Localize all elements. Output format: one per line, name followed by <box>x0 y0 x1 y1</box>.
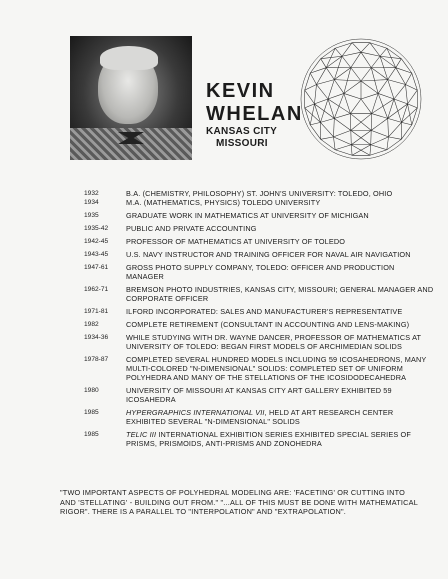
polyhedron-edge <box>361 68 371 81</box>
portrait-photo <box>70 36 192 160</box>
state-name: MISSOURI <box>216 138 268 149</box>
polyhedron-edge <box>351 145 370 156</box>
polyhedron-edge <box>351 52 361 67</box>
polyhedron-edge <box>305 104 315 108</box>
polyhedron-edge <box>310 104 314 125</box>
polyhedron-edge <box>389 137 402 139</box>
entry-text: B.A. (CHEMISTRY, PHILOSOPHY) ST. JOHN'S UNIVERSITY: TOLEDO, OHIO <box>126 189 393 198</box>
polyhedron-edge <box>310 125 320 139</box>
entry-year: 1985 <box>84 431 99 438</box>
list-item <box>84 263 434 281</box>
list-item <box>84 285 434 303</box>
polyhedron-edge <box>387 137 389 150</box>
polyhedron-edge <box>321 137 334 139</box>
polyhedron-edge <box>388 118 402 122</box>
list-item <box>84 333 434 351</box>
polyhedron-edge <box>351 68 361 81</box>
entry-text: PUBLIC AND PRIVATE ACCOUNTING <box>126 224 257 233</box>
city-name: KANSAS CITY <box>206 126 278 137</box>
biography-list <box>84 189 434 448</box>
entry-description <box>126 189 434 198</box>
polyhedron-edge <box>333 137 335 150</box>
polyhedron-edge <box>388 68 396 80</box>
entry-text: UNIVERSITY OF MISSOURI AT KANSAS CITY ART GALLERY EXHIBITED 59 ICOSAHEDRA <box>126 386 392 404</box>
entry-description <box>126 307 434 316</box>
polyhedron-edge <box>371 130 388 136</box>
entry-description <box>126 285 434 303</box>
polyhedron-edge <box>334 114 350 119</box>
polyhedron-edge <box>408 104 412 125</box>
polyhedron-edge <box>361 99 372 114</box>
polyhedron-edge <box>316 85 328 99</box>
list-item <box>84 320 434 329</box>
polyhedron-edge <box>334 118 351 130</box>
entry-description <box>126 198 434 207</box>
quote-text: "TWO IMPORTANT ASPECTS OF POLYHEDRAL MODELING ARE: 'FACETING' OR CUTTING INTO AND 'STELLATING' - BUILDING OUT FROM." "...ALL OF THIS MUST BE DONE WITH MATHEMATICAL RIGOR". THERE IS A PARALLEL TO "INTERPOLATION" AND "EXTRAPOLATION". <box>60 488 418 516</box>
polyhedron-edge <box>406 73 412 84</box>
entry-description <box>126 237 434 246</box>
entry-description <box>126 224 434 233</box>
polyhedron-edge <box>342 56 351 67</box>
polyhedron-edge <box>371 56 380 67</box>
polyhedron-edge <box>335 48 342 56</box>
polyhedron-edge <box>351 145 352 156</box>
entry-year: 1947-61 <box>84 264 109 271</box>
polyhedron-edge <box>394 85 406 99</box>
first-name: KEVIN <box>206 80 275 102</box>
entry-description <box>126 386 434 404</box>
list-item <box>84 386 434 404</box>
polyhedron-edge <box>361 43 370 53</box>
polyhedron-edge <box>350 99 361 114</box>
polyhedron-edge <box>334 80 344 94</box>
polyhedron-edge <box>372 114 388 119</box>
entry-title-italic: HYPERGRAPHICS INTERNATIONAL VII <box>126 408 265 417</box>
list-item <box>84 355 434 382</box>
list-item <box>84 250 434 259</box>
polyhedron-edge <box>378 93 394 99</box>
entry-year: 1962-71 <box>84 286 109 293</box>
entry-year: 1934 <box>84 199 99 206</box>
polyhedron-edge <box>371 145 387 150</box>
entry-year: 1985 <box>84 409 99 416</box>
entry-year: 1982 <box>84 321 99 328</box>
entry-description <box>126 250 434 259</box>
entry-text: M.A. (MATHEMATICS, PHYSICS) TOLEDO UNIVERSITY <box>126 198 321 207</box>
list-item <box>84 189 434 198</box>
polyhedron-edge <box>388 118 389 136</box>
entry-year: 1935 <box>84 212 99 219</box>
entry-description <box>126 211 434 220</box>
polyhedron-edge <box>352 145 371 156</box>
entry-text: GROSS PHOTO SUPPLY COMPANY, TOLEDO: OFFICER AND PRODUCTION MANAGER <box>126 263 395 281</box>
list-item <box>84 307 434 316</box>
polyhedron-edge <box>371 118 388 130</box>
polyhedron-edge <box>378 80 388 94</box>
polyhedron-edge <box>328 93 344 99</box>
entry-year: 1971-81 <box>84 308 109 315</box>
polyhedron-edge <box>333 137 351 145</box>
entry-text: , HELD AT ART RESEARCH CENTER EXHIBITED SEVERAL "N-DIMENSIONAL" SOLIDS <box>126 408 394 426</box>
entry-text: COMPLETED SEVERAL HUNDRED MODELS INCLUDING 59 ICOSAHEDRONS, MANY MULTI-COLORED "N-DIMENSIONAL" SOLIDS: COMPLETED SET OF UNIFORM POLYHEDRA AND MANY OF THE STELLATIONS OF THE ICOSIDODECAHEDRA <box>126 355 427 382</box>
polyhedron-edge <box>380 48 387 56</box>
polyhedron-edge <box>388 80 394 99</box>
entry-text: PROFESSOR OF MATHEMATICS AT UNIVERSITY OF TOLEDO <box>126 237 346 246</box>
polyhedron-edge <box>389 122 402 136</box>
polyhedron-edge <box>370 145 371 156</box>
polyhedron-edge <box>408 90 418 104</box>
polyhedron-edge <box>351 130 371 144</box>
entry-text: ILFORD INCORPORATED: SALES AND MANUFACTURER'S REPRESENTATIVE <box>126 307 403 316</box>
list-item <box>84 430 434 448</box>
entry-year: 1978-87 <box>84 356 109 363</box>
polyhedron-edge <box>361 93 378 99</box>
polyhedron-edge <box>352 43 361 53</box>
polyhedron-edge <box>361 52 371 67</box>
polyhedron-edge <box>310 59 320 73</box>
polyhedron-edge <box>351 130 371 144</box>
polyhedron-edge <box>335 145 351 150</box>
list-item <box>84 408 434 426</box>
polyhedron-edge <box>328 80 334 99</box>
entry-text: BREMSON PHOTO INDUSTRIES, KANSAS CITY, MISSOURI; GENERAL MANAGER AND CORPORATE OFFICER <box>126 285 434 303</box>
polyhedron-illustration <box>296 34 426 164</box>
entry-year: 1932 <box>84 190 99 197</box>
entry-title-italic: TELIC III <box>126 430 157 439</box>
polyhedron-edge <box>310 73 316 84</box>
polyhedron-edge <box>388 99 394 118</box>
polyhedron-edge <box>314 104 334 119</box>
entry-text: U.S. NAVY INSTRUCTOR AND TRAINING OFFICER FOR NAVAL AIR NAVIGATION <box>126 250 411 259</box>
polyhedron-edge <box>333 130 350 136</box>
list-item <box>84 198 434 207</box>
entry-description <box>126 430 434 448</box>
polyhedron-edge <box>328 99 350 114</box>
polyhedron-edge <box>406 85 408 104</box>
polyhedron-edge <box>401 59 411 73</box>
polyhedron-edge <box>320 122 333 136</box>
polyhedron-edge <box>371 137 389 145</box>
entry-year: 1935-42 <box>84 225 109 232</box>
entry-description <box>126 320 434 329</box>
polyhedron-edge <box>321 59 327 68</box>
entry-description <box>126 408 434 426</box>
polyhedron-edge <box>387 139 401 149</box>
list-item <box>84 237 434 246</box>
polyhedron-edge <box>396 59 402 68</box>
entry-text: INTERNATIONAL EXHIBITION SERIES EXHIBITED SPECIAL SERIES OF PRISMS, PRISMOIDS, ANTI-PRISMS AND ZONOHEDRA <box>126 430 411 448</box>
polyhedron-edge <box>310 122 320 124</box>
entry-text: COMPLETE RETIREMENT (CONSULTANT IN ACCOUNTING AND LENS-MAKING) <box>126 320 410 329</box>
polyhedron-edge <box>344 93 361 99</box>
entry-year: 1934-36 <box>84 334 109 341</box>
polyhedron-edge <box>333 118 334 136</box>
polyhedron-edge <box>328 99 334 118</box>
entry-description <box>126 263 434 281</box>
last-name: WHELAN <box>206 103 303 125</box>
polyhedron-edge <box>401 125 411 139</box>
polyhedron-edge <box>402 122 412 124</box>
list-item <box>84 211 434 220</box>
polyhedron-edge <box>321 139 335 149</box>
list-item <box>84 224 434 233</box>
polyhedron-edge <box>394 99 408 104</box>
polyhedron-edge <box>314 85 316 104</box>
polyhedron-edge <box>394 99 402 122</box>
entry-description <box>126 333 434 351</box>
polyhedron-edge <box>314 99 328 104</box>
polyhedron-edge <box>378 93 388 118</box>
entry-year: 1942-45 <box>84 238 109 245</box>
entry-year: 1943-45 <box>84 251 109 258</box>
entry-year: 1980 <box>84 387 99 394</box>
polyhedron-edge <box>320 118 334 122</box>
polyhedron-edge <box>305 90 315 104</box>
polyhedron-edge <box>326 68 334 80</box>
polyhedron-edge <box>344 93 351 113</box>
entry-text: GRADUATE WORK IN MATHEMATICS AT UNIVERSITY OF MICHIGAN <box>126 211 369 220</box>
polyhedron-edge <box>408 104 418 108</box>
polyhedron-edge <box>372 93 379 113</box>
entry-text: WHILE STUDYING WITH DR. WAYNE DANCER, PROFESSOR OF MATHEMATICS AT UNIVERSITY OF TOLEDO: BEGAN FIRST MODELS OF ARCHIMEDIAN SOLIDS <box>126 333 422 351</box>
entry-description <box>126 355 434 382</box>
